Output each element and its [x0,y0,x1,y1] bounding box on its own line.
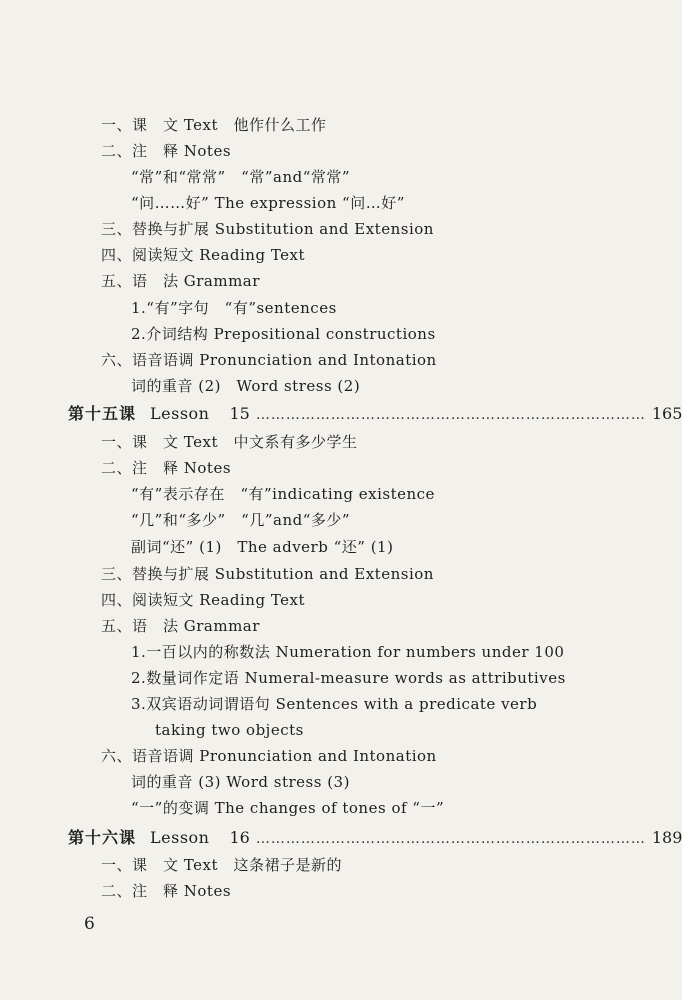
toc-entry: 二、注 释 Notes [101,142,232,160]
lesson-16-heading [68,828,682,849]
dot-leader: …………………………………………………………………… [255,407,646,423]
toc-entry: 四、阅读短文 Reading Text [101,246,306,264]
toc-subentry: “问……好” The expression “问…好” [131,194,405,212]
toc-subentry: 词的重音 (2) Word stress (2) [131,377,361,395]
toc-entry: 一、课 文 Text 中文系有多少学生 [101,433,358,451]
toc-subentry: 2.数量词作定语 Numeral-measure words as attributives [131,669,566,687]
toc-entry: 四、阅读短文 Reading Text [101,591,306,609]
toc-subentry: 1.“有”字句 “有”sentences [131,299,337,317]
toc-entry: 三、替换与扩展 Substitution and Extension [101,565,434,583]
toc-entry: 六、语音语调 Pronunciation and Intonation [101,351,437,369]
toc-subentry: “常”和“常常” “常”and“常常” [131,168,351,186]
toc-entry: 六、语音语调 Pronunciation and Intonation [101,747,437,765]
toc-entry: 二、注 释 Notes [101,459,232,477]
lesson-label: Lesson [150,404,210,423]
toc-subentry: “几”和“多少” “几”and“多少” [131,511,351,529]
toc-subentry-continued: taking two objects [155,721,304,739]
toc-subentry: “有”表示存在 “有”indicating existence [131,485,435,503]
toc-entry: 一、课 文 Text 他作什么工作 [101,116,327,134]
toc-entry: 三、替换与扩展 Substitution and Extension [101,220,434,238]
toc-entry: 五、语 法 Grammar [101,617,260,635]
toc-subentry: 2.介词结构 Prepositional constructions [131,325,436,343]
toc-subentry: “一”的变调 The changes of tones of “一” [131,799,445,817]
lesson-no: 16 [229,828,250,847]
dot-leader: …………………………………………………………………… [255,831,646,847]
toc-subentry: 3.双宾语动词谓语句 Sentences with a predicate verb [131,695,538,713]
toc-subentry: 词的重音 (3) Word stress (3) [131,773,350,791]
toc-entry: 一、课 文 Text 这条裙子是新的 [101,856,342,874]
page-number: 6 [84,914,95,934]
toc-entry: 二、注 释 Notes [101,882,232,900]
lesson-label: Lesson [150,828,210,847]
lesson-number: 第十五课 [68,404,137,423]
lesson-no: 15 [229,404,250,423]
toc-subentry: 1.一百以内的称数法 Numeration for numbers under 100 [131,643,565,661]
lesson-number: 第十六课 [68,828,137,847]
toc-entry: 五、语 法 Grammar [101,272,260,290]
lesson-15-heading [68,404,682,425]
page-ref: 189 [651,828,682,847]
toc-subentry: 副词“还” (1) The adverb “还” (1) [131,538,394,556]
page-ref: 165 [651,404,682,423]
